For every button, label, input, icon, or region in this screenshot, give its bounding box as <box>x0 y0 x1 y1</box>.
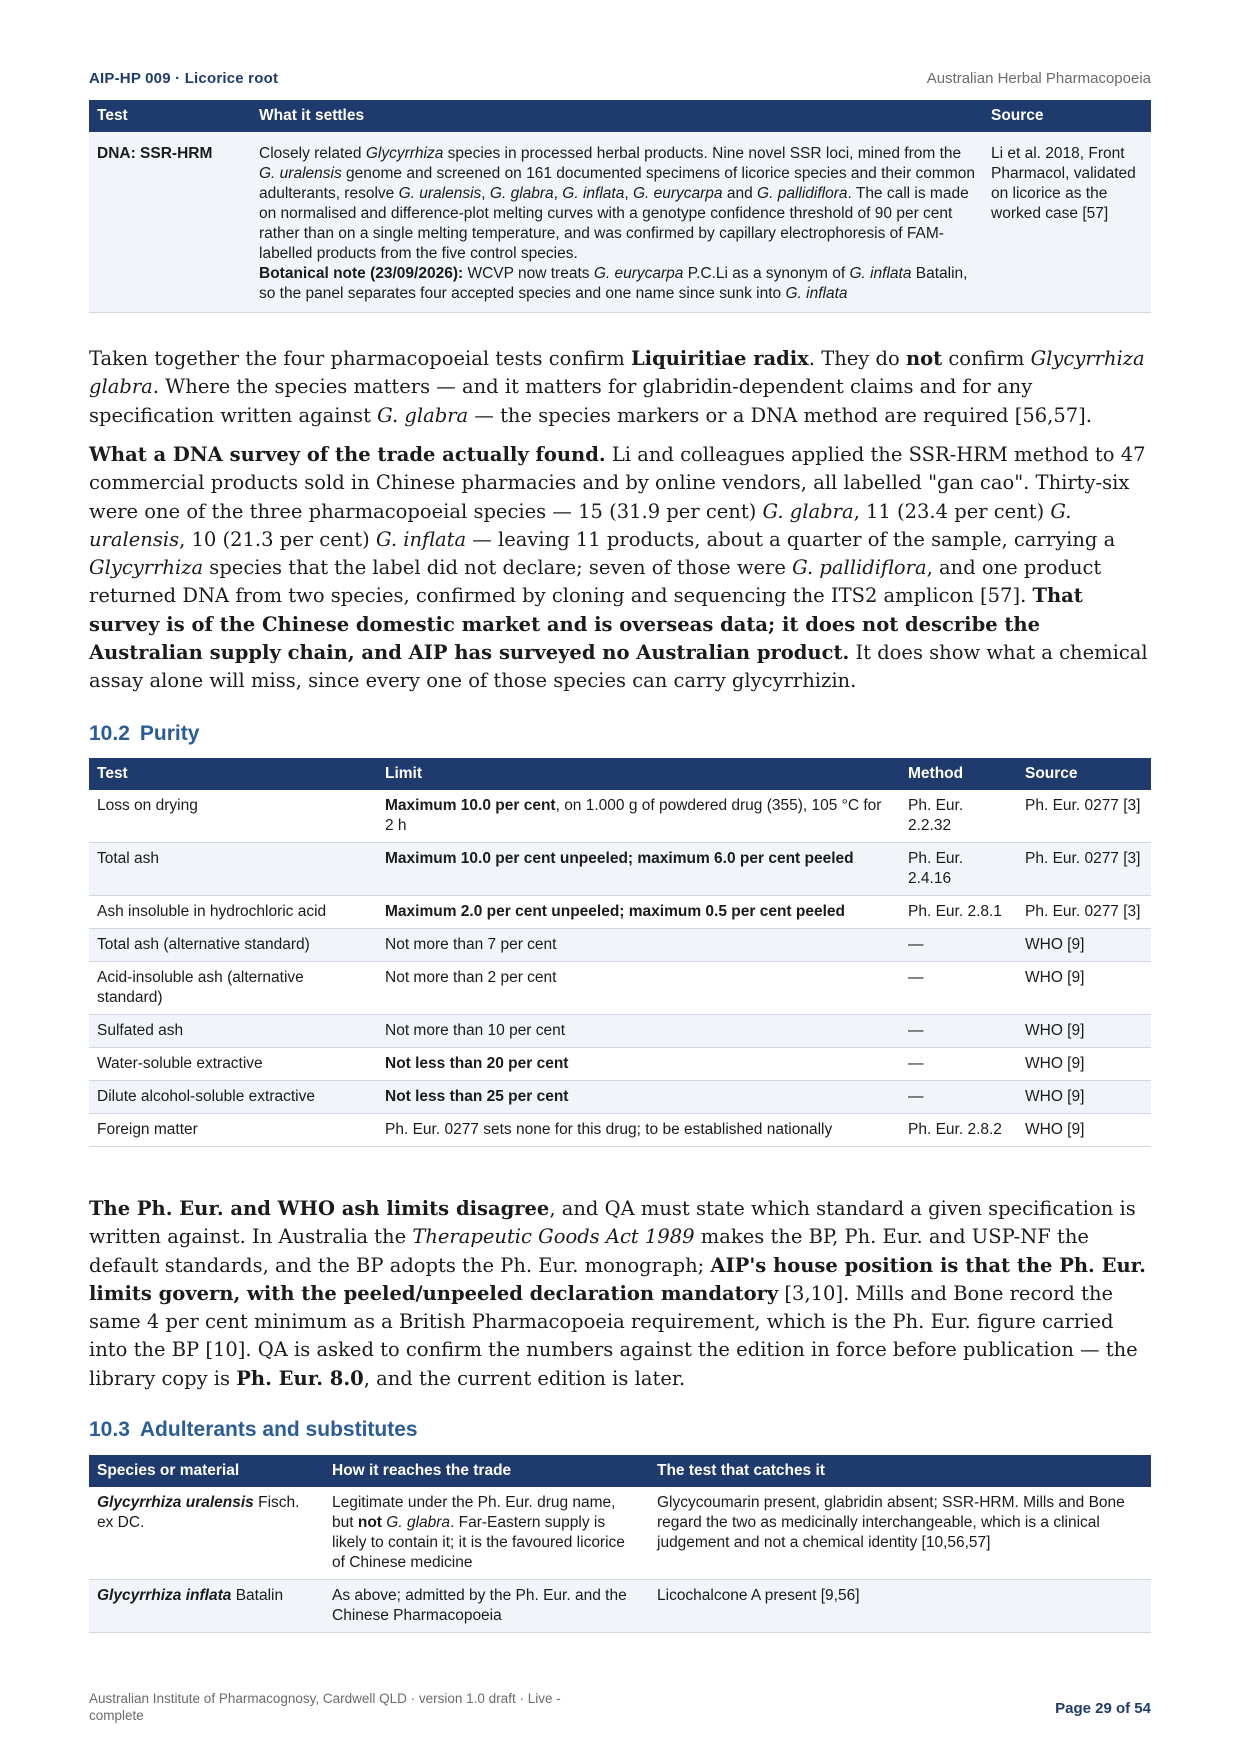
column-header: Source <box>983 100 1151 132</box>
section-heading-purity <box>89 722 199 746</box>
column-header: The test that catches it <box>649 1455 1151 1487</box>
trade-cell <box>324 1487 649 1580</box>
source-cell: WHO [9] <box>1017 962 1151 1015</box>
document-id: AIP-HP 009 · Licorice root <box>89 70 279 87</box>
method-cell: Ph. Eur. 2.4.16 <box>900 843 1017 896</box>
species-name: Glycyrrhiza inflata <box>97 1587 232 1604</box>
method-cell: — <box>900 1081 1017 1114</box>
identity-table-container <box>89 100 1151 313</box>
source-cell: WHO [9] <box>1017 1015 1151 1048</box>
source-cell: WHO [9] <box>1017 1114 1151 1147</box>
species-name: G. glabra <box>377 403 469 427</box>
section-number: 10.3 <box>89 1418 130 1441</box>
botanical-note-label: Botanical note (23/09/2026): <box>259 265 464 282</box>
species-name: Glycyrrhiza uralensis <box>97 1494 254 1511</box>
page-number: Page 29 of 54 <box>1055 1700 1151 1717</box>
section-number: 10.2 <box>89 722 130 745</box>
limit-bold: Maximum 2.0 per cent unpeeled; maximum 0.5 per cent peeled <box>385 903 845 920</box>
text-run: species that the label did not declare; seven of those were <box>203 556 793 580</box>
running-header <box>89 70 1151 92</box>
cell-text: genome and screened on 161 documented specimens of licorice species and their common adulterants, resolve <box>259 165 975 202</box>
table-row <box>89 1114 1151 1147</box>
cell-text: . Far-Eastern supply is likely to contain it; it is the favoured licorice of Chinese medicine <box>332 1514 625 1571</box>
cell-text: , <box>624 185 633 202</box>
species-name: G. uralensis <box>89 499 1072 551</box>
limit-text: Not more than 10 per cent <box>385 1022 566 1039</box>
cell-text: and <box>722 185 758 202</box>
limit-cell <box>377 1114 900 1147</box>
cell-text: , <box>553 185 563 202</box>
test-cell: Glycycoumarin present, glabridin absent; SSR-HRM. Mills and Bone regard the two as medicinally interchangeable, which is a clinical judgement and not a chemical identity [10,56,57] <box>649 1487 1151 1580</box>
table-row <box>89 132 1151 313</box>
test-cell: Total ash (alternative standard) <box>89 929 377 962</box>
column-header: Source <box>1017 758 1151 790</box>
test-cell: Dilute alcohol-soluble extractive <box>89 1081 377 1114</box>
body-paragraph <box>89 441 1151 696</box>
method-cell: Ph. Eur. 2.8.1 <box>900 896 1017 929</box>
table-row <box>89 1580 1151 1633</box>
text-run: . They do <box>808 347 906 370</box>
genus-name: Glycyrrhiza <box>365 145 444 162</box>
source-cell: Li et al. 2018, Front Pharmacol, validated on licorice as the worked case [57] <box>983 132 1151 313</box>
adulterants-table <box>89 1455 1151 1633</box>
column-header: What it settles <box>251 100 983 132</box>
table-header-row <box>89 758 1151 790</box>
method-cell: Ph. Eur. 2.2.32 <box>900 790 1017 843</box>
limit-cell <box>377 929 900 962</box>
column-header: Method <box>900 758 1017 790</box>
limit-bold: Not less than 25 per cent <box>385 1088 569 1105</box>
cell-text: Batalin, so the panel separates four accepted species and one name since sunk into <box>259 265 968 302</box>
body-paragraph <box>89 1195 1151 1393</box>
limit-cell <box>377 790 900 843</box>
limit-cell <box>377 896 900 929</box>
cell-text: WCVP now treats <box>463 265 594 282</box>
test-cell: Licochalcone A present [9,56] <box>649 1580 1151 1633</box>
act-title: Therapeutic Goods Act 1989 <box>412 1225 695 1249</box>
species-name: G. inflata <box>562 185 625 202</box>
cell-text: As above; admitted by the Ph. Eur. and the Chinese Pharmacopoeia <box>332 1587 627 1624</box>
bold-text: AIP's house position is that the Ph. Eur. limits govern, with the peeled/unpeeled declaration mandatory <box>89 1253 1146 1305</box>
section-heading-adulterants <box>89 1418 418 1442</box>
test-name-cell: DNA: SSR-HRM <box>89 132 251 313</box>
table-header-row <box>89 1455 1151 1487</box>
test-cell: Sulfated ash <box>89 1015 377 1048</box>
column-header: Species or material <box>89 1455 324 1487</box>
limit-text: Not more than 2 per cent <box>385 969 557 986</box>
test-cell: Water-soluble extractive <box>89 1048 377 1081</box>
species-name: G. glabra <box>762 499 854 523</box>
bold-text: That survey is of the Chinese domestic market and is overseas data; it does not describe the Australian supply chain, and AIP has surveyed no Australian product. <box>89 584 1083 665</box>
table-row <box>89 1081 1151 1114</box>
method-cell: Ph. Eur. 2.8.2 <box>900 1114 1017 1147</box>
cell-text: Legitimate under the Ph. Eur. drug name, but <box>332 1494 616 1531</box>
text-run: makes the BP, Ph. Eur. and USP-NF the default standards, and the BP adopts the Ph. Eur. monograph; <box>89 1225 1089 1277</box>
table-header-row <box>89 100 1151 132</box>
text-run: , and one product returned DNA from two species, confirmed by cloning and sequencing the ITS2 amplicon [57]. <box>89 556 1102 608</box>
method-cell: — <box>900 962 1017 1015</box>
limit-bold: Maximum 10.0 per cent unpeeled; maximum 6.0 per cent peeled <box>385 850 854 867</box>
source-cell: WHO [9] <box>1017 1081 1151 1114</box>
column-header: Limit <box>377 758 900 790</box>
bold-text: Ph. Eur. 8.0 <box>236 1366 364 1390</box>
limit-cell <box>377 962 900 1015</box>
cell-text: species in processed herbal products. Nine novel SSR loci, mined from the <box>443 145 962 162</box>
publication-name: Australian Herbal Pharmacopoeia <box>926 70 1151 87</box>
genus-name: Glycyrrhiza <box>89 556 204 580</box>
section-title: Adulterants and substitutes <box>139 1418 418 1441</box>
section-title: Purity <box>139 722 200 745</box>
text-run: — leaving 11 products, about a quarter of the sample, carrying a <box>466 527 1116 551</box>
purity-table <box>89 758 1151 1147</box>
identity-table <box>89 100 1151 313</box>
species-name: G. pallidiflora <box>757 185 848 202</box>
text-run: , and QA must state which standard a given specification is written against. In Australia the <box>89 1197 1136 1249</box>
bold-text: Liquiritiae radix <box>630 347 809 370</box>
species-name: G. inflata <box>849 265 912 282</box>
limit-cell <box>377 843 900 896</box>
table-row <box>89 962 1151 1015</box>
limit-cell <box>377 1081 900 1114</box>
limit-text: , on 1.000 g of powdered drug (355), 105 °C for 2 h <box>385 797 882 834</box>
text-run: [3,10]. Mills and Bone record the same 4 per cent minimum as a British Pharmacopoeia requirement, which is the Ph. Eur. figure carried into the BP [10]. QA is asked to confirm the numbers against the edition in force before publication — the library copy is <box>89 1281 1138 1390</box>
table-row <box>89 896 1151 929</box>
column-header: Test <box>89 758 377 790</box>
method-cell: — <box>900 929 1017 962</box>
species-name: G. eurycarpa <box>632 185 723 202</box>
text-run: — the species markers or a DNA method are required [56,57]. <box>468 403 1092 427</box>
test-cell: Foreign matter <box>89 1114 377 1147</box>
species-name: G. glabra <box>381 1514 451 1531</box>
test-cell: Loss on drying <box>89 790 377 843</box>
column-header: How it reaches the trade <box>324 1455 649 1487</box>
settles-cell <box>251 132 983 313</box>
species-name: G. uralensis <box>398 185 482 202</box>
cell-text: P.C.Li as a synonym of <box>683 265 850 282</box>
test-cell: Total ash <box>89 843 377 896</box>
species-name: G. inflata <box>785 285 848 302</box>
authority-text: Batalin <box>231 1587 284 1604</box>
text-run: Li and colleagues applied the SSR-HRM method to 47 commercial products sold in Chinese pharmacies and by online vendors, all labelled "gan cao". Thirty-six were one of the three pharmacopoeial species — 15 (31.9 per cent) <box>89 443 1146 523</box>
text-run: , and the current edition is later. <box>363 1366 686 1390</box>
table-row <box>89 790 1151 843</box>
method-cell: — <box>900 1015 1017 1048</box>
source-cell: Ph. Eur. 0277 [3] <box>1017 843 1151 896</box>
table-row <box>89 1487 1151 1580</box>
test-cell: Ash insoluble in hydrochloric acid <box>89 896 377 929</box>
paragraph-lead: What a DNA survey of the trade actually found. <box>89 443 606 466</box>
limit-cell <box>377 1015 900 1048</box>
limit-bold: Not less than 20 per cent <box>385 1055 569 1072</box>
text-run: , 10 (21.3 per cent) <box>179 527 376 551</box>
species-name: G. uralensis <box>259 165 342 182</box>
body-paragraph <box>89 345 1151 430</box>
species-cell <box>89 1487 324 1580</box>
method-cell: — <box>900 1048 1017 1081</box>
text-run: . Where the species matters — and it matters for glabridin-dependent claims and for any specification written against <box>89 375 1033 427</box>
limit-text: Not more than 7 per cent <box>385 936 557 953</box>
limit-cell <box>377 1048 900 1081</box>
species-cell <box>89 1580 324 1633</box>
text-run: Taken together the four pharmacopoeial tests confirm <box>89 347 631 370</box>
adulterants-table-container <box>89 1455 1151 1633</box>
source-cell: Ph. Eur. 0277 [3] <box>1017 790 1151 843</box>
species-name: G. glabra <box>489 185 554 202</box>
authority-text: Fisch. ex DC. <box>97 1494 300 1531</box>
text-run: It does show what a chemical assay alone will miss, since every one of those species can carry glycyrrhizin. <box>89 641 1148 693</box>
bold-text: not <box>357 1514 382 1531</box>
footer-institution: Australian Institute of Pharmacognosy, Cardwell QLD · version 1.0 draft · Live - complete <box>89 1691 561 1723</box>
cell-text: Closely related <box>259 145 366 162</box>
table-row <box>89 843 1151 896</box>
source-cell: WHO [9] <box>1017 929 1151 962</box>
species-name: G. pallidiflora <box>792 556 927 580</box>
species-name: Glycyrrhiza glabra <box>89 347 1145 399</box>
limit-bold: Maximum 10.0 per cent <box>385 797 556 814</box>
purity-table-container <box>89 758 1151 1147</box>
species-name: G. eurycarpa <box>593 265 684 282</box>
trade-cell <box>324 1580 649 1633</box>
test-cell: Acid-insoluble ash (alternative standard) <box>89 962 377 1015</box>
table-row <box>89 1048 1151 1081</box>
cell-text: . The call is made on normalised and difference-plot melting curves with a genotype confidence threshold of 90 per cent rather than on a single melting temperature, and was confirmed by capillary electrophoresis of FAM-labelled products from the five control species. <box>259 185 969 262</box>
cell-text: , <box>481 185 490 202</box>
text-run: confirm <box>942 347 1031 370</box>
text-run: , 11 (23.4 per cent) <box>853 499 1051 523</box>
column-header: Test <box>89 100 251 132</box>
source-cell: WHO [9] <box>1017 1048 1151 1081</box>
limit-text: Ph. Eur. 0277 sets none for this drug; to be established nationally <box>385 1121 833 1138</box>
bold-text: The Ph. Eur. and WHO ash limits disagree <box>89 1197 550 1220</box>
species-name: G. inflata <box>375 527 467 551</box>
bold-text: not <box>905 347 943 370</box>
table-row <box>89 1015 1151 1048</box>
table-row <box>89 929 1151 962</box>
source-cell: Ph. Eur. 0277 [3] <box>1017 896 1151 929</box>
